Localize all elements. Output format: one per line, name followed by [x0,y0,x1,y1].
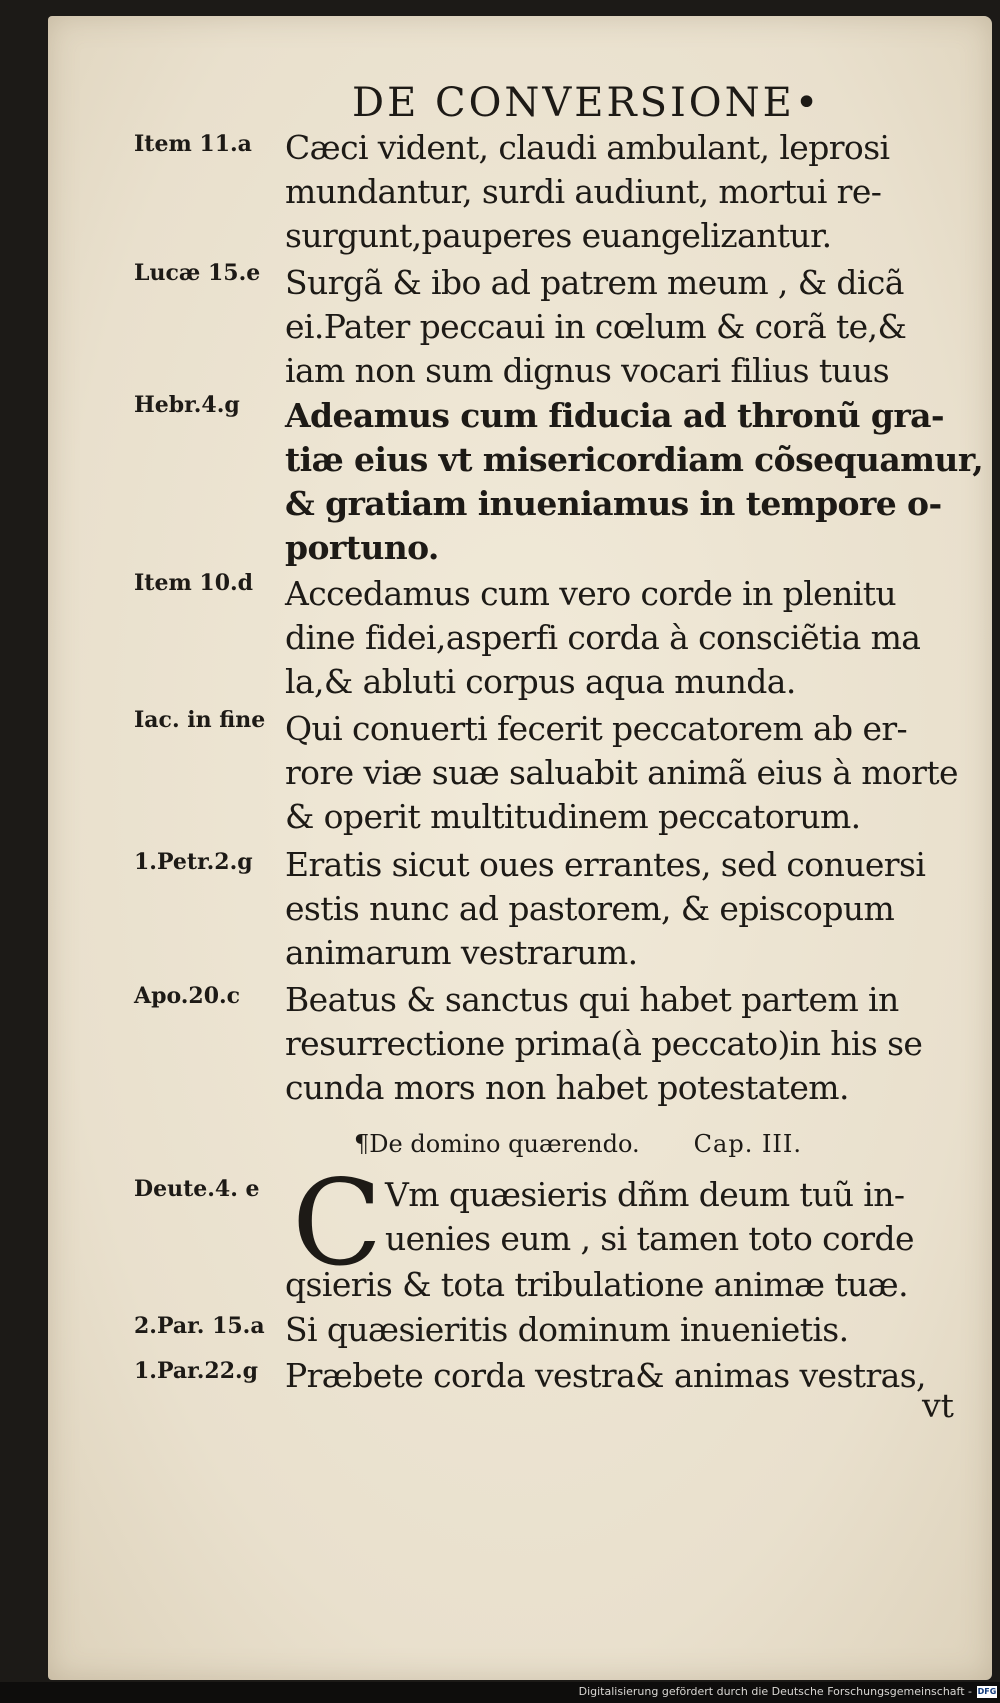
text-line: Surgã & ibo ad patrem meum , & dicã [285,263,904,302]
margin-reference: Deute.4. e [134,1176,260,1202]
text-line: mundantur, surdi audiunt, mortui re- [285,172,882,211]
margin-reference: Item 11.a [134,131,252,157]
text-line: Beatus & sanctus qui habet partem in [285,980,899,1019]
chapter-text-line: Si quæsieritis dominum inuenietis. [285,1310,849,1349]
text-line: la,& abluti corpus aqua munda. [285,662,796,701]
text-line: Eratis sicut oues errantes, sed conuersi [285,845,926,884]
margin-reference: 1.Petr.2.g [134,849,253,875]
margin-reference: 2.Par. 15.a [134,1313,265,1339]
margin-reference: Hebr.4.g [134,392,240,418]
text-line: & gratiam inueniamus in tempore o- [285,484,942,523]
text-line: portuno. [285,528,439,567]
text-line: estis nunc ad pastorem, & episcopum [285,889,895,928]
catchword: vt [922,1386,954,1425]
chapter-text-line: uenies eum , si tamen toto corde [385,1219,914,1258]
text-line: rore viæ suæ saluabit animã eius à morte [285,753,958,792]
dfg-logo-icon: DFG [977,1687,997,1696]
margin-reference: Lucæ 15.e [134,260,261,286]
margin-reference: Item 10.d [134,570,254,596]
chapter-title: ¶De domino quærendo. [354,1130,640,1158]
text-line: & operit multitudinem peccatorum. [285,797,861,836]
text-line: animarum vestrarum. [285,933,638,972]
margin-reference: Apo.20.c [134,983,241,1009]
text-line: surgunt,pauperes euangelizantur. [285,216,832,255]
margin-reference: Iac. in fine [134,707,266,733]
chapter-text-line: Vm quæsieris dñm deum tuũ in- [385,1175,905,1214]
running-head: DE CONVERSIONE• [352,80,822,126]
text-line: Adeamus cum fiducia ad thronũ gra- [285,396,945,435]
drop-initial: C [292,1154,383,1292]
text-line: resurrectione prima(à peccato)in his se [285,1024,923,1063]
text-line: Accedamus cum vero corde in plenitu [285,574,897,613]
text-line: ei.Pater peccaui in cœlum & corã te,& [285,307,907,346]
text-line: cunda mors non habet potestatem. [285,1068,849,1107]
digitization-credit: Digitalisierung gefördert durch die Deutsche Forschungsgemeinschaft - [578,1685,972,1698]
chapter-heading [354,1130,802,1158]
text-line: iam non sum dignus vocari filius tuus [285,351,890,390]
chapter-number: Cap. III. [693,1130,803,1158]
chapter-text-line: qsieris & tota tribulatione animæ tuæ. [285,1265,908,1304]
text-line: Qui conuerti fecerit peccatorem ab er- [285,709,908,748]
margin-reference: 1.Par.22.g [134,1358,259,1384]
text-line: tiæ eius vt misericordiam cõsequamur, [285,440,984,479]
text-line: dine fidei,asperfi corda à consciẽtia ma [285,618,921,657]
chapter-text-line: Præbete corda vestra& animas vestras, [285,1356,926,1395]
text-line: Cæci vident, claudi ambulant, leprosi [285,128,890,167]
